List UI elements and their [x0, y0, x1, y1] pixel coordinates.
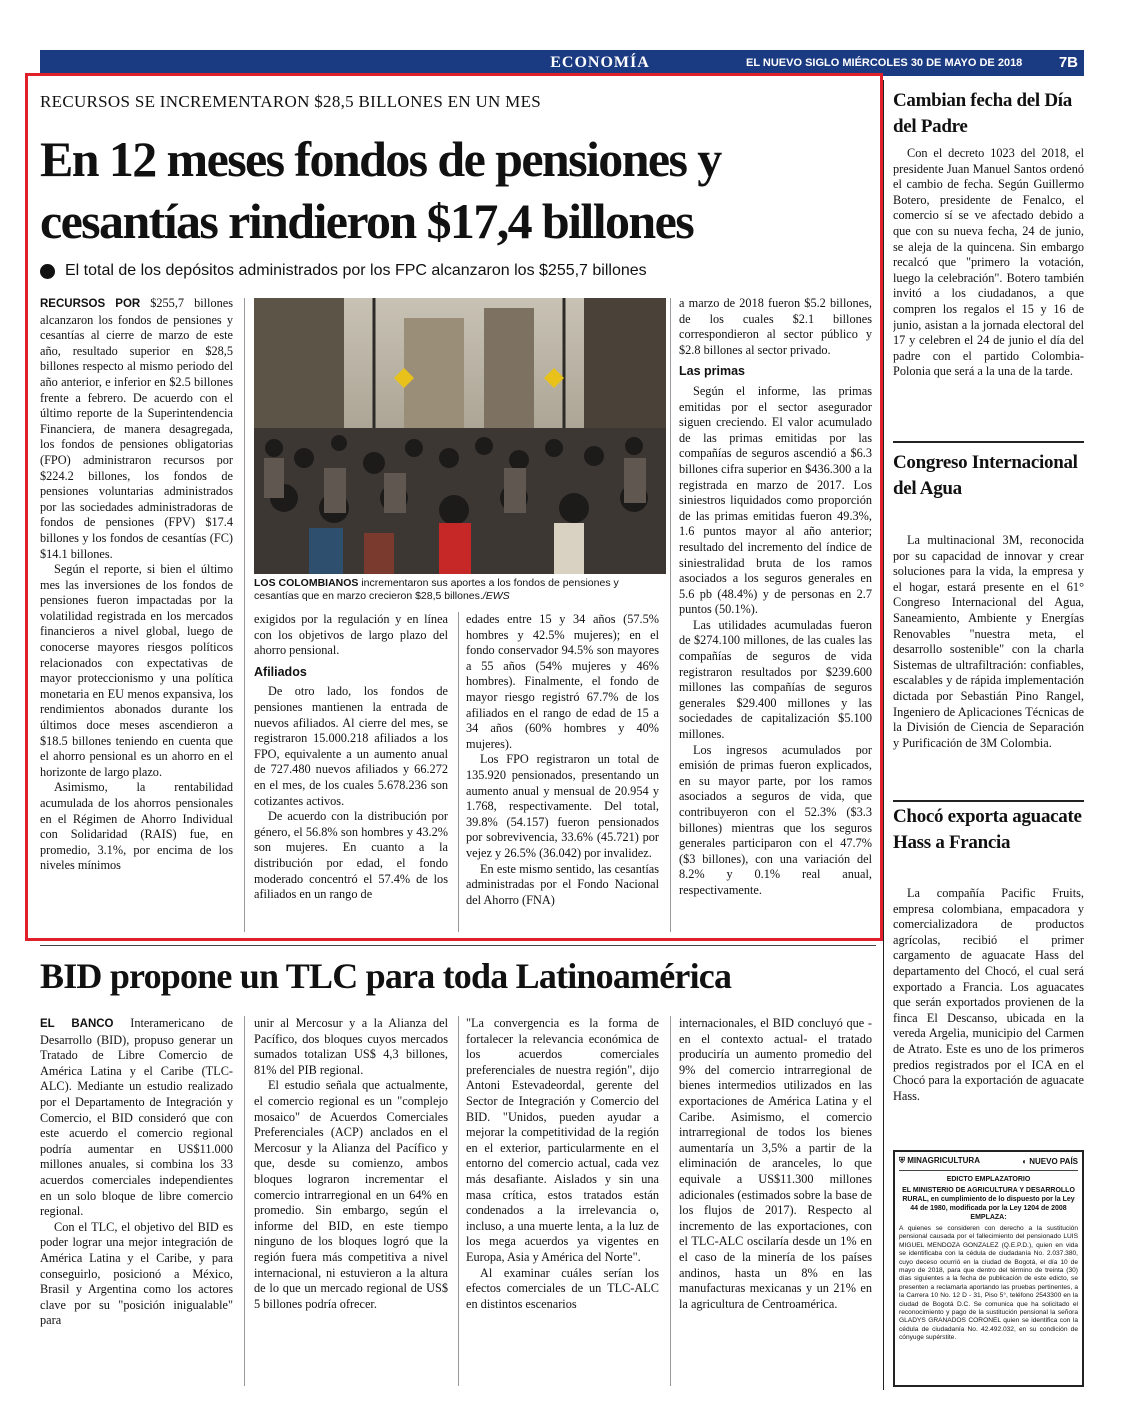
column-divider — [244, 1016, 245, 1386]
notice-logos — [899, 1156, 1078, 1171]
paragraph: a marzo de 2018 fueron $5.2 billones, de los cuales $2.1 billones correspondieron al sector público y $2.8 billones al sector privado. — [679, 296, 872, 357]
logo-text: MINAGRICULTURA — [907, 1156, 980, 1165]
bid-headline: BID propone un TLC para toda Latinoamérica — [40, 956, 732, 996]
bid-column-2 — [254, 1016, 448, 1386]
article-column-2 — [254, 612, 448, 932]
paragraph: Al examinar cuáles serían los efectos comerciales de un TLC-ALC en distintos escenarios — [466, 1265, 659, 1311]
notice-title: EDICTO EMPLAZATORIO — [946, 1176, 1031, 1183]
photo-credit: /EWS — [482, 590, 510, 602]
paragraph: Interamericano de Desarrollo (BID), propuso generar un Tratado de Libre Comercio de América Latina y el Caribe (TLC-ALC). Mediante un estudio realizado por el Departamento de Integración y Comercio, el BID consideró que con este acuerdo el comercio regional podría aumentar en US$11.000 millones anuales, si combina los 33 acuerdos comerciales independientes en un solo bloque de libre comercio regional. — [40, 1016, 233, 1219]
article-deck — [40, 262, 860, 280]
sidebar-rule — [893, 800, 1084, 802]
paragraph: Las utilidades acumuladas fueron de $274.100 millones, de las cuales las compañías de seguros de vida registraron resultados por $239.600 millones las compañías de seguros generales $29.400 millones y las sociedades de capitalización $5.100 millones. — [679, 617, 872, 742]
sidebar-rule — [893, 441, 1084, 443]
paragraph: De acuerdo con la distribución por género, el 56.8% son hombres y 43.2% son mujeres. En cuanto a la distribución por edad, el fondo moderado concentró el 57.4% de los afiliados en un rango de — [254, 809, 448, 902]
sidebar-title-2: Congreso Internacional del Agua — [893, 452, 1078, 499]
logo-text: NUEVO PAÍS — [1029, 1156, 1078, 1166]
paper-date: EL NUEVO SIGLO MIÉRCOLES 30 DE MAYO DE 2018 — [740, 50, 1084, 76]
paragraph: La compañía Pacific Fruits, empresa colombiana, empacadora y comercializadora de productos agrícolas, recibió el primer cargamento de aguacate Hass del departamento del Chocó, el cual será exportado a Francia. Los aguacates que serán exportados provienen de la finca El Descanso, ubicada en la vereda Argelia, municipio del Carmen de Atrato. Este es uno de los primeros predios registrados por el ICA en el Chocó para la exportación de aguacate Hass. — [893, 886, 1084, 1103]
caption-text: incrementaron sus aportes a los fondos de pensiones y cesantías que en marzo crecieron $28,5 billones. — [254, 577, 619, 602]
government-logo — [1022, 1157, 1078, 1166]
ministry-logo — [899, 1156, 980, 1166]
shield-icon: ⛨ — [899, 1156, 908, 1165]
article-column-3 — [466, 612, 659, 932]
bid-column-3 — [466, 1016, 659, 1386]
paragraph: La multinacional 3M, reconocida por su capacidad de innovar y crear soluciones para la vida, la empresa y el hogar, estará presente en el 61° Congreso Internacional del Agua, Saneamiento, Ambiente y Energías Renovables "nuestra meta, el desarrollo sostenible" con la charla Sistemas de ultrafiltración: confiables, escalables y de rápida implementación dictada por Sebastián Pino Rangel, Ingeniero de Aplicaciones Técnicas de la División de Ciencia de Separación y Purificación de 3M Colombia. — [893, 533, 1084, 750]
page-number: 7B — [1058, 54, 1078, 71]
bullet-icon — [40, 264, 55, 279]
notice-subtitle: EL MINISTERIO DE AGRICULTURA Y DESARROLLO RURAL, en cumplimiento de lo dispuesto por la Ley 44 de 1980, modificada por la Ley 1204 de 2008 EMPLAZA: — [902, 1187, 1075, 1221]
column-divider — [458, 612, 459, 932]
paragraph: Los ingresos acumulados por emisión de primas fueron explicados, en su mayor parte, por los ramos asociados a seguros de vida, que contribuyeron con el 52.3% ($3.3 billones) mientras que los seguros generales participaron con el 47.7% ($3 billones), con una variación del 8.2% y 0.1% real anual, respectivamente. — [679, 742, 872, 897]
paragraph: Los FPO registraron un total de 135.920 pensionados, presentando un aumento anual y mensual de 20.954 y 1.768, respectivamente. Del total, 39.8% (54.157) fueron pensionados por sobrevivencia, 33.6% (45.721) por vejez y 26.5% (36.042) por invalidez. — [466, 752, 659, 860]
paragraph: De otro lado, los fondos de pensiones mantienen la entrada de nuevos afiliados. Al cierre del mes, se registraron 15.000.218 afiliados a los FPO, equivalente a un aumento anual de 727.480 nuevos afiliados y 66.272 en el mes, de los cuales 5.678.236 son cotizantes activos. — [254, 684, 448, 808]
crowd-photo — [254, 298, 666, 574]
sidebar-story-3 — [893, 886, 1084, 1140]
paragraph: Según el informe, las primas emitidas por el sector asegurador siguen creciendo. El valor acumulado de las primas emitidas por las compañías de seguros ascendió a $6.3 billones cifra superior en $436.300 a la registrada en marzo de 2017. Los siniestros liquidados como proporción de las primas emitidas fueron 49.3%, 1.6 puntos mayor al año anterior; resultado del incremento del índice de siniestralidad bruta de los ramos asociados a los seguros generales en 5.6 pb (48.4%) y de personas en 2.7 puntos (50.1%). — [679, 383, 872, 617]
paragraph: El estudio señala que actualmente, el comercio regional es un "complejo mosaico" de Acuerdos Comerciales Preferenciales (ACP) anclados en el Mercosur y la Alianza del Pacífico y que, desde su comienzo, ambos bloques lograron incrementar el comercio intrarregional en un 64% en promedio. Sin embargo, según el informe del BID, en este tiempo ninguno de los bloques logró que la región fuera más competitiva a nivel internacional, ni estuvieron a la altura de lo que un mercado regional de US$ 5 billones podría ofrecer. — [254, 1078, 448, 1311]
column-divider — [458, 1016, 459, 1386]
article-kicker: RECURSOS SE INCREMENTARON $28,5 BILLONES EN UN MES — [40, 92, 542, 111]
bid-column-1 — [40, 1016, 233, 1386]
column-divider — [670, 298, 671, 932]
subhead-afiliados: Afiliados — [254, 664, 307, 679]
paragraph: Con el decreto 1023 del 2018, el presidente Juan Manuel Santos ordenó el cambio de fecha. Según Guillermo Botero, presidente de Fenalco, el comercio sí se ve afectado debido a que con su nueva fecha, 24 de junio, se aleja de la quincena. Sin embargo recalcó que "primero la votación, luego la celebración". Botero también invitó a los ciudadanos, a que compren los regalos el 15 y 16 de junio, asistan a la jornada electoral del 17 y celebren el 24 de junio el día del padre con el partido Colombia-Polonia que será a la una de la tarde. — [893, 146, 1084, 379]
paragraph: "La convergencia es la forma de fortalecer la relevancia económica de los acuerdos comerciales preferenciales de nuestra región", dijo Antoni Estevadeordal, gerente del Sector de Integración y Comercio del BID. "Unidos, pueden ayudar a mejorar la competitividad de la región en el exterior, particularmente en el entorno del comercio actual, cada vez más desafiante. Aislados y sin una masa crítica, estos tratados están condenados a la irrelevancia o, incluso, a una muerte lenta, a la luz de los mega acuerdos ya vigentes en Europa, Asia y América del Norte". — [466, 1016, 659, 1264]
sidebar-story-1 — [893, 146, 1084, 436]
paragraph: Asimismo, la rentabilidad acumulada de los ahorros pensionales en el Régimen de Ahorro Individual con Solidaridad (RAIS) fue, en promedio, 3.1%, por encima de los niveles mínimos — [40, 780, 233, 873]
column-divider — [244, 298, 245, 932]
notice-body: A quienes se consideren con derecho a la sustitución pensional causada por el fallecimiento del pensionado LUIS MIGUEL MENDOZA GONZALEZ (Q.E.P.D.), quien en vida se identificaba con la cédula de ciudadanía No. 2.037.380, cuyo deceso ocurrió en la ciudad de Bogotá, el día 10 de mayo de 2018, para que dentro del término de treinta (30) días siguientes a la fecha de publicación de este edicto, se presenten a reclamarla aportando las pruebas pertinentes, a la Carrera 10 No. 12 D - 31, Piso 5°, teléfono 2543300 en la ciudad de Bogotá D.C. Se comunica que ha solicitado el reconocimiento y pago de la sustitución pensional la señora GLADYS GRANADOS CORONEL quien se identifica con la cédula de ciudadanía No. 42.492.032, en su condición de cónyuge supérstite. — [899, 1225, 1078, 1342]
legal-notice — [893, 1150, 1084, 1387]
paragraph: exigidos por la regulación y en línea con los objetivos de largo plazo del ahorro pensional. — [254, 612, 448, 658]
section-name: ECONOMÍA — [40, 50, 740, 76]
subhead-primas: Las primas — [679, 364, 746, 379]
article-headline: En 12 meses fondos de pensiones y cesantías rindieron $17,4 billones — [40, 131, 721, 249]
sidebar-story-2 — [893, 533, 1084, 795]
lead-in: RECURSOS POR — [40, 298, 141, 310]
sidebar-title-1: Cambian fecha del Día del Padre — [893, 90, 1072, 137]
section-rule — [40, 945, 876, 946]
paragraph: Con el TLC, el objetivo del BID es poder lograr una mejor integración de América Latina y el Caribe, y para conseguirlo, posicionó a México, Brasil y Argentina como los actores clave por su "posición inigualable" para — [40, 1219, 233, 1328]
bid-column-4 — [679, 1016, 872, 1386]
flag-icon: ◐ — [1022, 1156, 1030, 1166]
article-column-1 — [40, 296, 233, 932]
caption-lead: LOS COLOMBIANOS — [254, 577, 359, 589]
crowd-image — [254, 298, 666, 574]
paragraph: Según el reporte, si bien el último mes las inversiones de los fondos de pensiones fueron impactadas por la volatilidad registrada en los mercados financieros a nivel global, luego de conocerse mayores riesgos políticos relacionados con expectativas de mayor proteccionismo y una política monetaria en EU menos expansiva, los rendimientos abonados durante los últimos doce meses ascendieron a $18.5 billones teniendo en cuenta que el ahorro pensional es un ahorro en el horizonte de largo plazo. — [40, 562, 233, 779]
column-divider — [670, 1016, 671, 1386]
sidebar-divider — [883, 80, 884, 1390]
article-column-4 — [679, 296, 872, 932]
deck-text: El total de los depósitos administrados por los FPC alcanzaron los $255,7 billones — [65, 262, 647, 279]
paragraph: unir al Mercosur y a la Alianza del Pacífico, dos bloques cuyos mercados sumados totalizan US$ 4,3 billones, 81% del PIB regional. — [254, 1016, 448, 1077]
paragraph: internacionales, el BID concluyó que -en el contexto actual- el tratado produciría un aumento promedio del 9% del comercio intrarregional de bienes intermedios utilizados en las exportaciones de América Latina y el Caribe. Asimismo, el comercio intrarregional de todos los bienes aumentaría un 3,5% a partir de la eliminación de aranceles, lo que equivale a US$11.300 millones adicionales (estimados sobre la base de los flujos de 2017). Respecto al incremento de las exportaciones, con el TLC-ALC oscilaría desde un 1% en el caso de la minería de los países andinos, hasta un 8% en las manufacturas mexicanas y un 21% en la agricultura de Centroamérica. — [679, 1016, 872, 1311]
lead-in: EL BANCO — [40, 1018, 114, 1030]
photo-caption — [254, 577, 666, 603]
paragraph: En este mismo sentido, las cesantías administradas por el Fondo Nacional del Ahorro (FNA) — [466, 861, 659, 907]
paragraph: edades entre 15 y 34 años (57.5% hombres y 42.5% mujeres); en el fondo conservador 94.5% son mayores a 55 años (54% mujeres y 46% hombres). Finalmente, el fondo de mayor riesgo registró 67.7% de los afiliados en el rango de edad de 15 a 34 años (60% hombres y 40% mujeres). — [466, 612, 659, 751]
sidebar-title-3: Chocó exporta aguacate Hass a Francia — [893, 806, 1082, 853]
paragraph: $255,7 billones alcanzaron los fondos de pensiones y cesantías al cierre de marzo de este año, resultado superior en $28,5 billones respecto al mismo periodo del año anterior, e inferior en $2.5 billones frente a febrero. De acuerdo con el último reporte de la Superintendencia Financiera, de manera desagregada, los fondos de pensiones obligatorias (FPO) administraron recursos por $224.2 billones, los fondos de pensiones voluntarias administrados por las sociedades administradoras de fondos de pensiones (FPV) $17.4 billones y los fondos de cesantías (FC) $14.1 billones. — [40, 296, 233, 561]
